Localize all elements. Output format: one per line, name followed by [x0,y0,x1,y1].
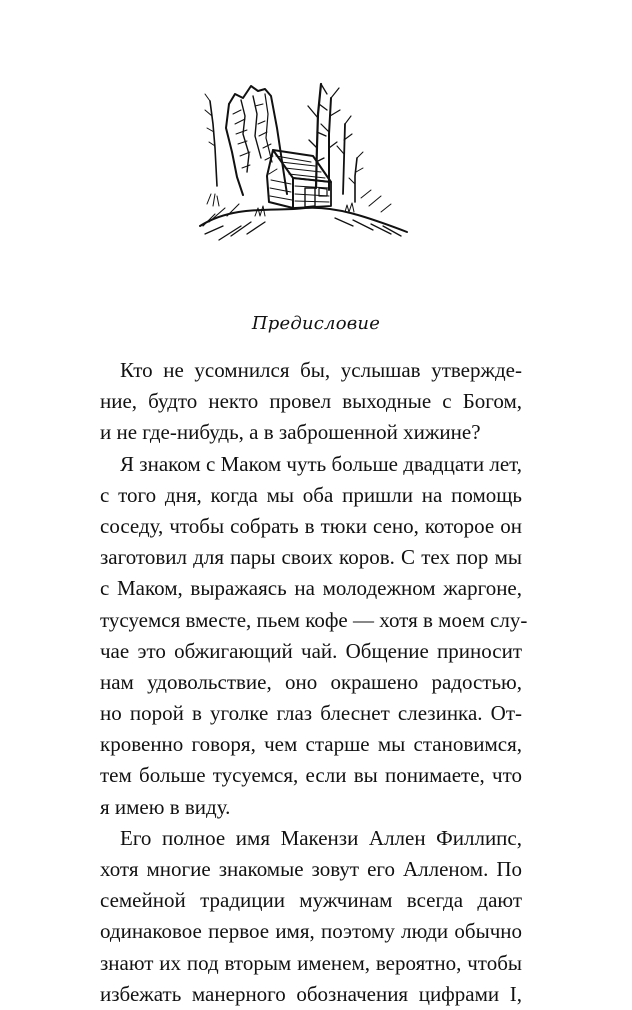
text-line: чае это обжигающий чай. Общение приносит [100,638,522,663]
cabin-illustration [195,76,415,254]
text-line: нам удовольствие, оно окрашено радостью, [100,669,522,694]
text-line: заготовил для пары своих коров. С тех пор мы [100,545,522,570]
text-line: с того дня, когда мы оба пришли на помощь [100,482,522,507]
text-line: соседу, чтобы собрать в тюки сено, которое он [100,513,522,538]
text-line: хотя многие знакомые зовут его Алленом. По [100,857,522,881]
text-line: но порой в уголке глаз блеснет слезинка. От- [100,701,522,726]
cabin-sketch-icon [195,76,415,254]
text-line: тем больше тусуемся, если вы понимаете, что [100,763,522,788]
body-text [100,355,528,1010]
chapter-title: Предисловие [251,313,381,334]
text-line: семейной традиции мужчинам всегда дают [100,888,522,913]
text-line: Я знаком с Маком чуть больше двадцати лет, [120,451,522,476]
text-line: тусуемся вместе, пьем кофе — хотя в моем слу- [100,607,528,632]
text-line: избежать манерного обозначения цифрами I, [100,981,522,1006]
text-line: Кто не усомнился бы, услышав утвержде- [120,358,522,382]
text-line: я имею в виду. [100,794,231,819]
text-line: Его полное имя Макензи Аллен Филлипс, [120,825,522,850]
text-line: ние, будто некто провел выходные с Богом, [100,389,522,414]
text-line: знают их под вторым именем, вероятно, чтобы [100,950,522,975]
text-line: и не где-нибудь, а в заброшенной хижине? [100,420,481,445]
text-line: кровенно говоря, чем старше мы становимся, [100,732,522,757]
text-line: с Маком, выражаясь на молодежном жаргоне, [100,576,522,601]
text-line: одинаковое первое имя, поэтому люди обычно [100,919,522,944]
